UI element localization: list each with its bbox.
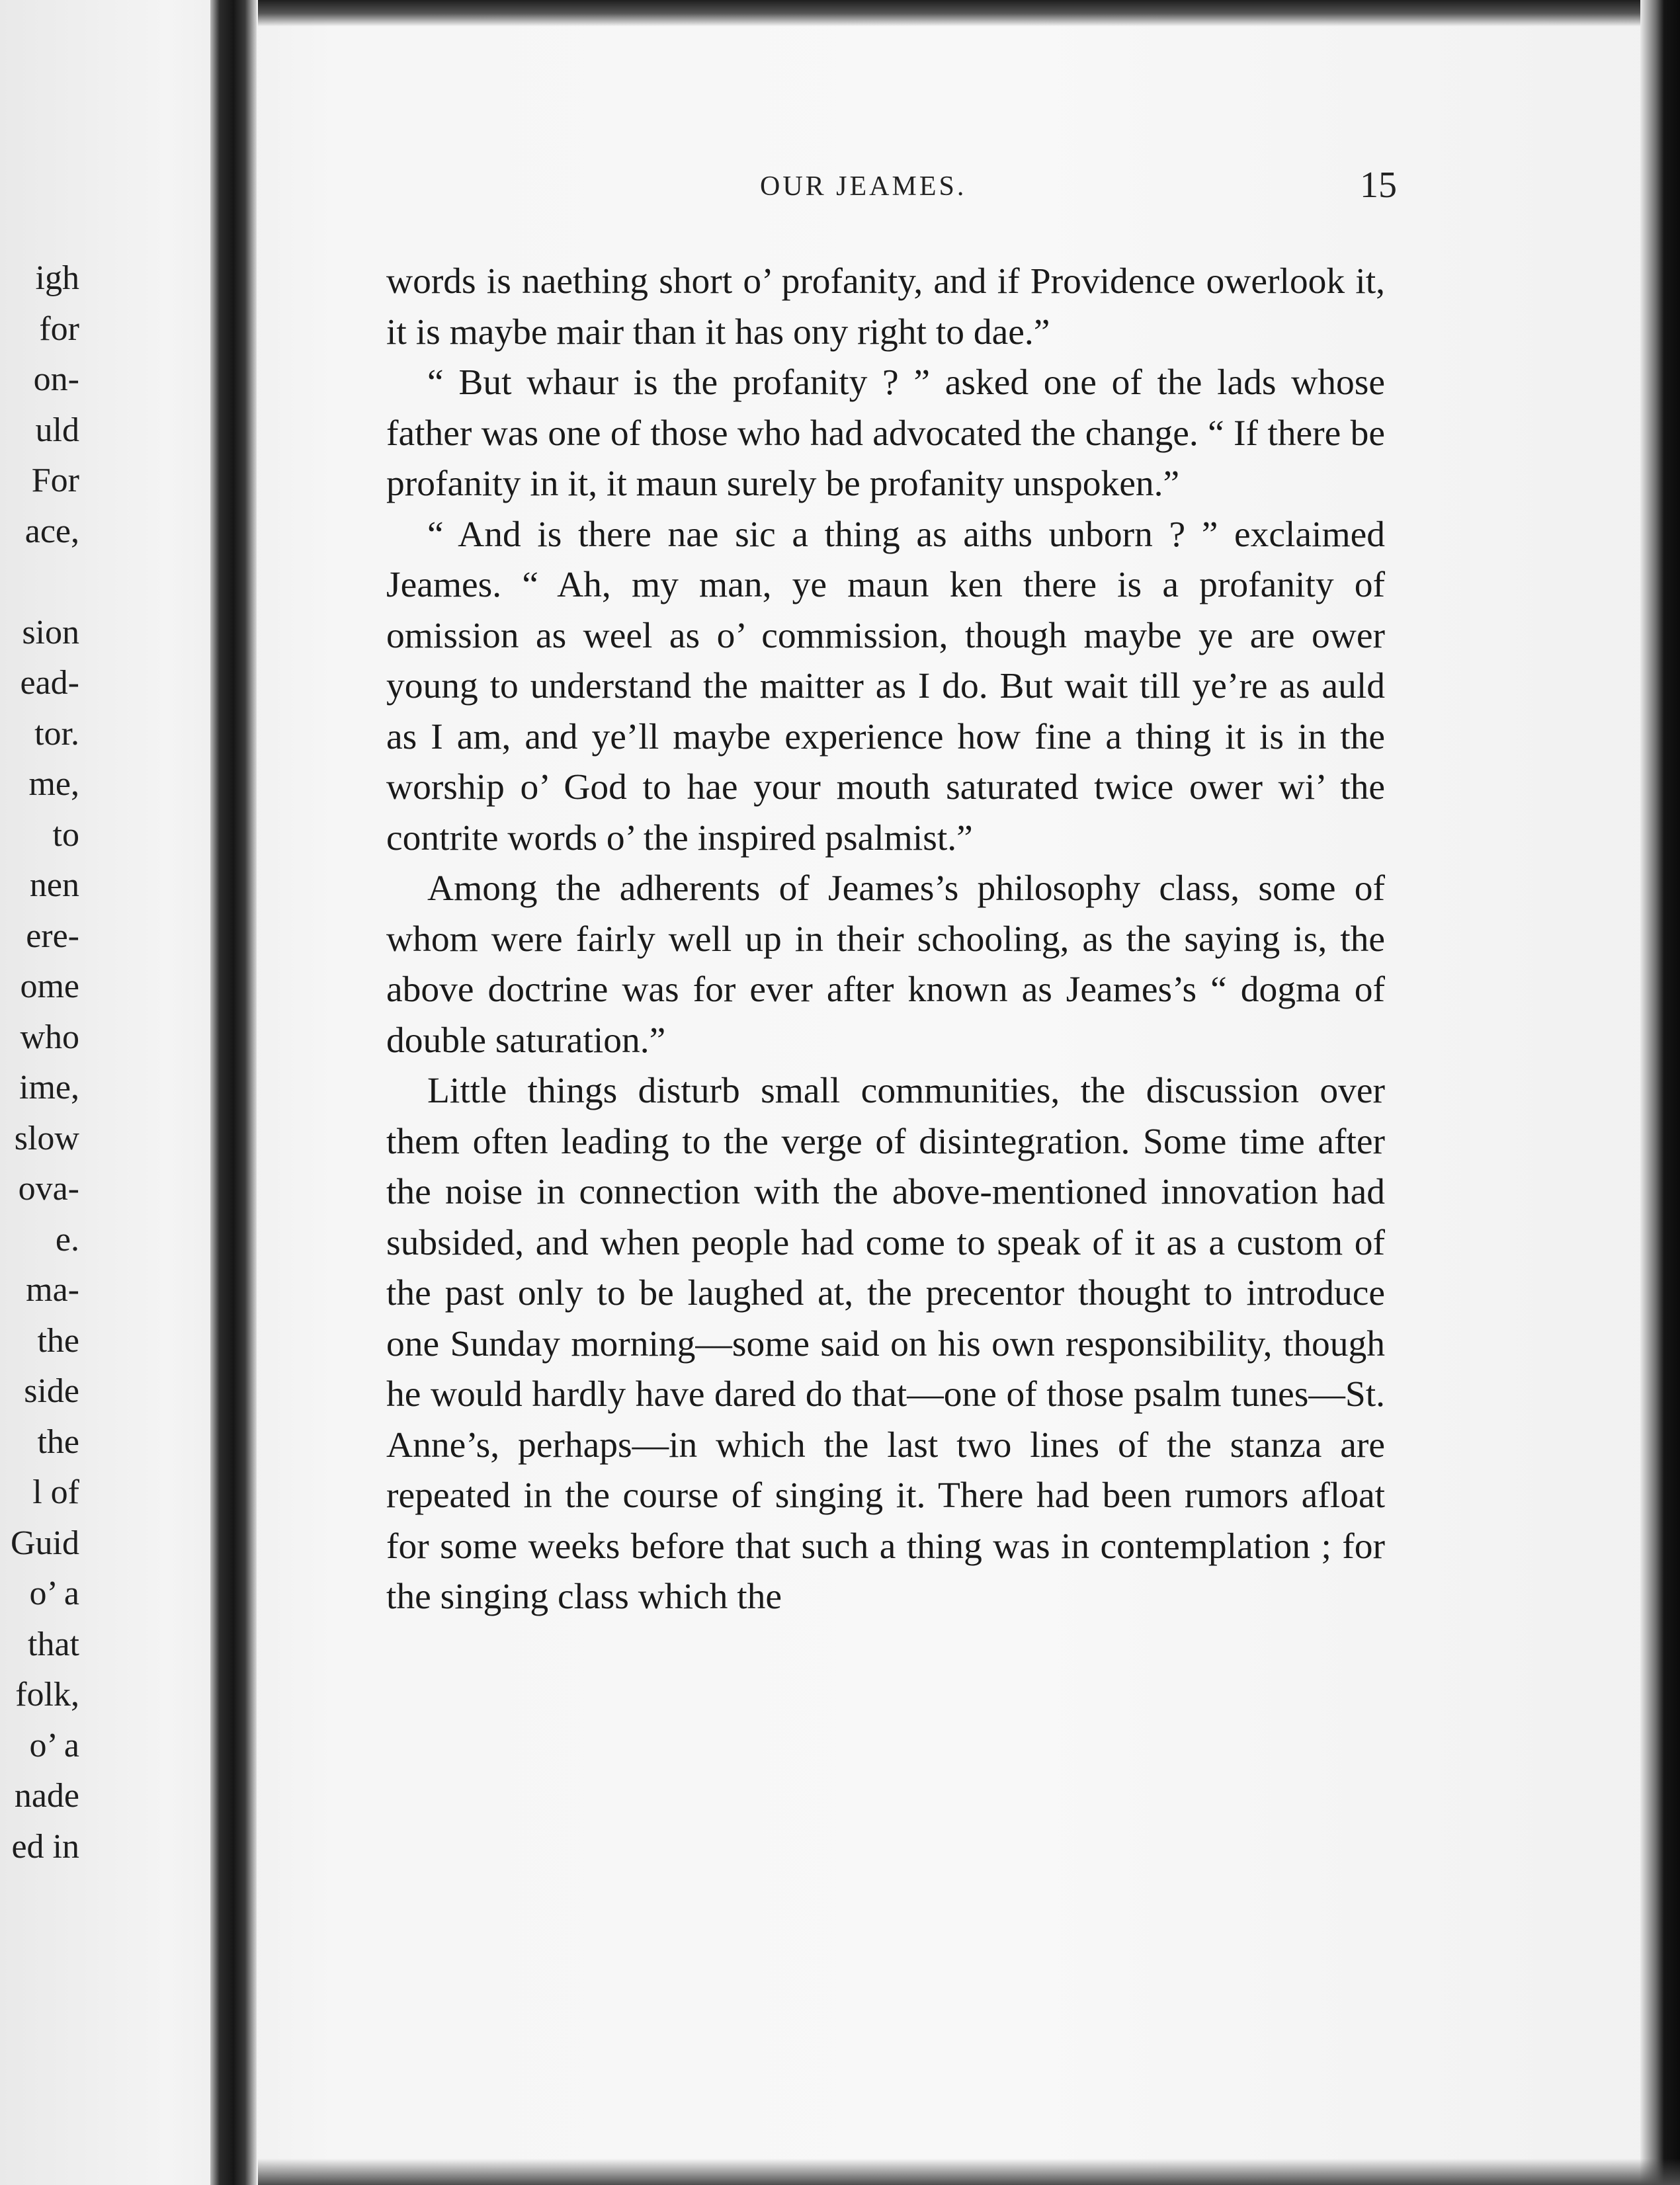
left-page-fragment: folk, [15,1676,79,1713]
left-page-fragment: l of [32,1473,79,1511]
left-page-fragment: the [37,1321,79,1360]
running-head: OUR JEAMES. [760,171,967,202]
page-number: 15 [1360,165,1397,206]
left-page-fragment: who [20,1018,79,1056]
top-page-edge [258,0,1680,26]
paragraph: “ But whaur is the profanity ? ” asked one of the lads whose father was one of those who had advocated the change. “ If there be profanity in it, it maun surely be profanity unspoken.” [386,362,1385,504]
left-page-fragment: ead- [20,664,79,702]
left-page-fragment: sion [22,613,79,651]
left-page-fragment: For [31,462,79,499]
left-page-fragment: tor. [34,714,79,753]
left-facing-page-fragment [0,261,79,1915]
left-page-fragment: that [28,1625,79,1663]
page-header [386,159,1397,218]
paragraph: words is naething short o’ profanity, and if Providence owerlook it, it is maybe mair than it has ony right to dae.” [386,261,1385,352]
left-page-fragment: side [24,1372,79,1410]
paragraph: “ And is there nae sic a thing as aiths unborn ? ” exclaimed Jeames. “ Ah, my man, ye maun ken there is a profanity of omission as weel as o’ commission, though maybe ye are ower young to understand the maitter as I do. But wait till ye’re as auld as I am, and ye’ll maybe experience how fine a thing it is in the worship o’ God to hae your mouth saturated twice ower wi’ the contrite words o’ the inspired psalmist.” [386,514,1385,858]
left-page-fragment: ova- [18,1170,79,1208]
left-page-fragment: e. [55,1220,79,1258]
left-page-fragment: for [39,309,79,348]
left-page-fragment: ace, [24,512,79,550]
left-page-fragment: ere- [26,917,79,955]
left-page-fragment: o’ a [29,1726,79,1764]
left-page-fragment: o’ a [29,1575,79,1612]
left-page-fragment: nade [14,1777,79,1815]
left-page-fragment: ed in [11,1827,79,1866]
left-page-fragment: ma- [26,1271,79,1309]
left-page-fragment: igh [35,261,79,297]
paragraph: Among the adherents of Jeames’s philosophy class, some of whom were fairly well up in their schooling, as the saying is, the above doctrine was for ever after known as Jeames’s “ dogma of double saturation.” [386,868,1385,1061]
left-page-fragment: to [52,815,79,854]
left-page-fragment: nen [29,866,79,904]
book-page [386,159,1397,1623]
left-page-fragment: on- [33,360,79,398]
body-text [386,257,1385,1623]
right-page-edge [1640,0,1680,2185]
left-page-fragment: slow [14,1119,79,1157]
book-binding-shadow [210,0,257,2185]
left-page-fragment: the [37,1422,79,1461]
bottom-page-edge [258,2159,1680,2185]
left-page-fragment: uld [35,411,79,449]
paragraph: Little things disturb small communities, the discussion over them often leading to the verge of disintegration. Some time after the noise in connection with the above-mentioned innovation had subsided, and when people had come to speak of it as a custom of the past only to be laughed at, the precentor thought to introduce one Sunday morning—some said on his own responsibility, though he would hardly have dared do that—one of those psalm tunes—St. Anne’s, perhaps—in which the last two lines of the stanza are repeated in the course of singing it. There had been rumors afloat for some weeks before that such a thing was in contemplation ; for the singing class which the [386,1071,1385,1617]
left-page-fragment: ime, [19,1069,79,1106]
left-page-fragment: Guid [11,1524,79,1562]
left-page-fragment: ome [20,968,79,1005]
left-page-fragment: me, [28,765,79,803]
